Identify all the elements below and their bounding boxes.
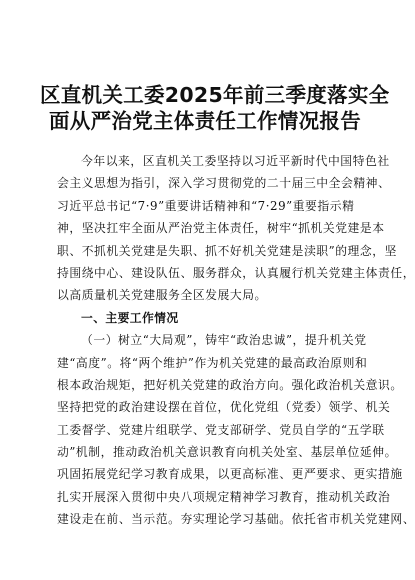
paragraph-line: 工委督学、党建片组联学、党支部研学、党员自学的“五学联 <box>57 422 385 437</box>
intro-paragraph <box>57 150 415 307</box>
paragraph-line: 以高质量机关党建服务全区发展大局。 <box>57 288 267 303</box>
paragraph-line: 巩固拓展党纪学习教育成果，以更高标准、更严要求、更实措施 <box>57 467 403 482</box>
document-body <box>57 150 415 531</box>
paragraph-line: 习近平总书记“7·9”重要讲话精神和“7·29”重要指示精 <box>57 198 355 213</box>
paragraph-line: 坚持把党的政治建设摆在首位，优化党组（党委）领学、机关 <box>57 400 391 415</box>
title-line-2: 面从严治党主体责任工作情况报告 <box>49 109 361 133</box>
paragraph-line: 根本政治规矩，把好机关党建的政治方向。强化政治机关意识。 <box>57 377 403 392</box>
section-paragraph <box>57 329 415 531</box>
paragraph-line: （一）树立“大局观”，铸牢“政治忠诚”，提升机关党 <box>81 333 367 348</box>
section-heading: 一、主要工作情况 <box>81 310 179 325</box>
paragraph-line: 今年以来，区直机关工委坚持以习近平新时代中国特色社 <box>81 154 390 168</box>
paragraph-line: 神，坚决扛牢全面从严治党主体责任，树牢“抓机关党建是本 <box>57 221 385 236</box>
paragraph-line: 持围绕中心、建设队伍、服务群众，认真履行机关党建主体责任， <box>57 265 415 280</box>
paragraph-line: 扎实开展深入贯彻中央八项规定精神学习教育，推动机关政治 <box>57 489 391 504</box>
paragraph-line: 职、不抓机关党建是失职、抓不好机关党建是渎职”的理念，坚 <box>57 243 397 258</box>
paragraph-line: 动”机制，推动政治机关意识教育向机关处室、基层单位延伸。 <box>57 445 397 460</box>
paragraph-line: 建“高度”。将“两个维护”作为机关党建的最高政治原则和 <box>57 355 368 370</box>
paragraph-line: 会主义思想为指引，深入学习贯彻党的二十届三中全会精神、 <box>57 176 391 191</box>
title-line-1: 区直机关工委2025年前三季度落实全 <box>40 83 390 107</box>
paragraph-line: 建设走在前、当示范。夯实理论学习基础。依托省市机关党建网、 <box>57 512 415 527</box>
document-title <box>40 82 390 134</box>
